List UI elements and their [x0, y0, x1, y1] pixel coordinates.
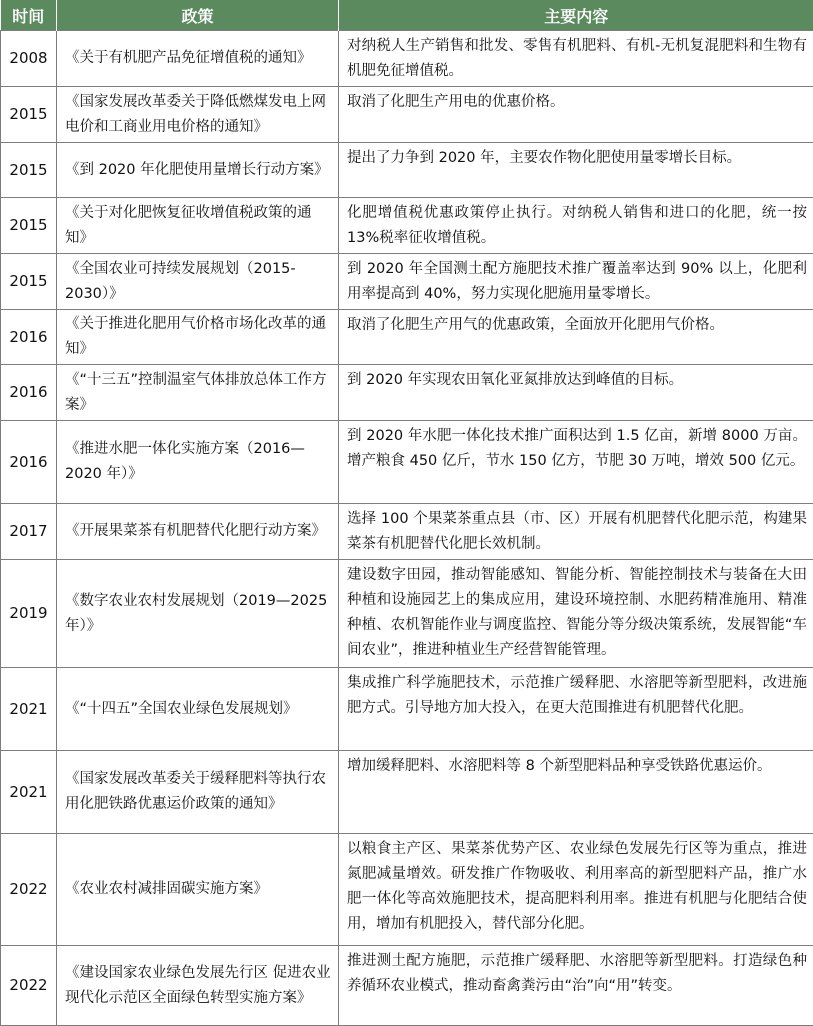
table-row: [1, 143, 813, 198]
header-policy: 政策: [57, 0, 339, 31]
row-year: 2021: [1, 668, 57, 751]
table-row: [1, 365, 813, 421]
header-content: 主要内容: [339, 0, 813, 31]
row-content: 以粮食主产区、果菜茶优势产区、农业绿色发展先行区等为重点，推进氮肥减量增效。研发推广作物吸收、利用率高的新型肥料产品，推广水肥一体化等高效施肥技术，提高肥料利用率。推进有机肥与化肥结合使用，增加有机肥投入，替代部分化肥。: [339, 834, 813, 946]
row-policy: 《到 2020 年化肥使用量增长行动方案》: [57, 143, 339, 198]
row-year: 2016: [1, 421, 57, 504]
row-content: 增加缓释肥料、水溶肥料等 8 个新型肥料品种享受铁路优惠运价。: [339, 751, 813, 834]
row-year: 2017: [1, 504, 57, 560]
row-year: 2015: [1, 254, 57, 310]
table-body: [1, 31, 813, 1026]
row-policy: 《数字农业农村发展规划（2019—2025 年）》: [57, 560, 339, 668]
row-year: 2019: [1, 560, 57, 668]
row-policy: 《“十四五”全国农业绿色发展规划》: [57, 668, 339, 751]
row-policy: 《关于推进化肥用气价格市场化改革的通知》: [57, 310, 339, 365]
row-year: 2016: [1, 310, 57, 365]
table-row: [1, 504, 813, 560]
table-row: [1, 834, 813, 946]
row-content: 提出了力争到 2020 年，主要农作物化肥使用量零增长目标。: [339, 143, 813, 198]
row-content: 对纳税人生产销售和批发、零售有机肥料、有机-无机复混肥料和生物有机肥免征增值税。: [339, 31, 813, 87]
table-row: [1, 751, 813, 834]
row-content: 集成推广科学施肥技术，示范推广缓释肥、水溶肥等新型肥料，改进施肥方式。引导地方加大投入，在更大范围推进有机肥替代化肥。: [339, 668, 813, 751]
row-year: 2015: [1, 87, 57, 143]
row-content: 选择 100 个果菜茶重点县（市、区）开展有机肥替代化肥示范，构建果菜茶有机肥替代化肥长效机制。: [339, 504, 813, 560]
row-year: 2015: [1, 198, 57, 254]
row-content: 推进测土配方施肥，示范推广缓释肥、水溶肥等新型肥料。打造绿色种养循环农业模式，推动畜禽粪污由“治”向“用”转变。: [339, 946, 813, 1026]
row-content: 化肥增值税优惠政策停止执行。对纳税人销售和进口的化肥，统一按 13%税率征收增值税。: [339, 198, 813, 254]
row-policy: 《建设国家农业绿色发展先行区 促进农业现代化示范区全面绿色转型实施方案》: [57, 946, 339, 1026]
row-policy: 《推进水肥一体化实施方案（2016—2020 年）》: [57, 421, 339, 504]
row-year: 2015: [1, 143, 57, 198]
table-row: [1, 668, 813, 751]
row-year: 2022: [1, 946, 57, 1026]
row-content: 取消了化肥生产用电的优惠价格。: [339, 87, 813, 143]
row-policy: 《关于对化肥恢复征收增值税政策的通知》: [57, 198, 339, 254]
row-content: 到 2020 年实现农田氧化亚氮排放达到峰值的目标。: [339, 365, 813, 421]
row-policy: 《关于有机肥产品免征增值税的通知》: [57, 31, 339, 87]
row-policy: 《“十三五”控制温室气体排放总体工作方案》: [57, 365, 339, 421]
table-row: [1, 946, 813, 1026]
row-year: 2022: [1, 834, 57, 946]
row-year: 2021: [1, 751, 57, 834]
row-year: 2016: [1, 365, 57, 421]
table-row: [1, 198, 813, 254]
header-year: 时间: [1, 0, 57, 31]
row-policy: 《全国农业可持续发展规划（2015-2030）》: [57, 254, 339, 310]
row-content: 到 2020 年全国测土配方施肥技术推广覆盖率达到 90% 以上，化肥利用率提高到 40%，努力实现化肥施用量零增长。: [339, 254, 813, 310]
row-content: 取消了化肥生产用气的优惠政策，全面放开化肥用气价格。: [339, 310, 813, 365]
table-row: [1, 421, 813, 504]
table-row: [1, 560, 813, 668]
table-header: [1, 0, 813, 31]
row-content: 到 2020 年水肥一体化技术推广面积达到 1.5 亿亩，新增 8000 万亩。增产粮食 450 亿斤，节水 150 亿方，节肥 30 万吨，增效 500 亿元。: [339, 421, 813, 504]
table-row: [1, 310, 813, 365]
row-content: 建设数字田园，推动智能感知、智能分析、智能控制技术与装备在大田种植和设施园艺上的集成应用，建设环境控制、水肥药精准施用、精准种植、农机智能作业与调度监控、智能分等分级决策系统，发展智能“车间农业”，推进种植业生产经营智能管理。: [339, 560, 813, 668]
table-row: [1, 254, 813, 310]
row-policy: 《国家发展改革委关于缓释肥料等执行农用化肥铁路优惠运价政策的通知》: [57, 751, 339, 834]
row-policy: 《国家发展改革委关于降低燃煤发电上网电价和工商业用电价格的通知》: [57, 87, 339, 143]
table-row: [1, 31, 813, 87]
row-policy: 《农业农村减排固碳实施方案》: [57, 834, 339, 946]
row-year: 2008: [1, 31, 57, 87]
table-row: [1, 87, 813, 143]
row-policy: 《开展果菜茶有机肥替代化肥行动方案》: [57, 504, 339, 560]
